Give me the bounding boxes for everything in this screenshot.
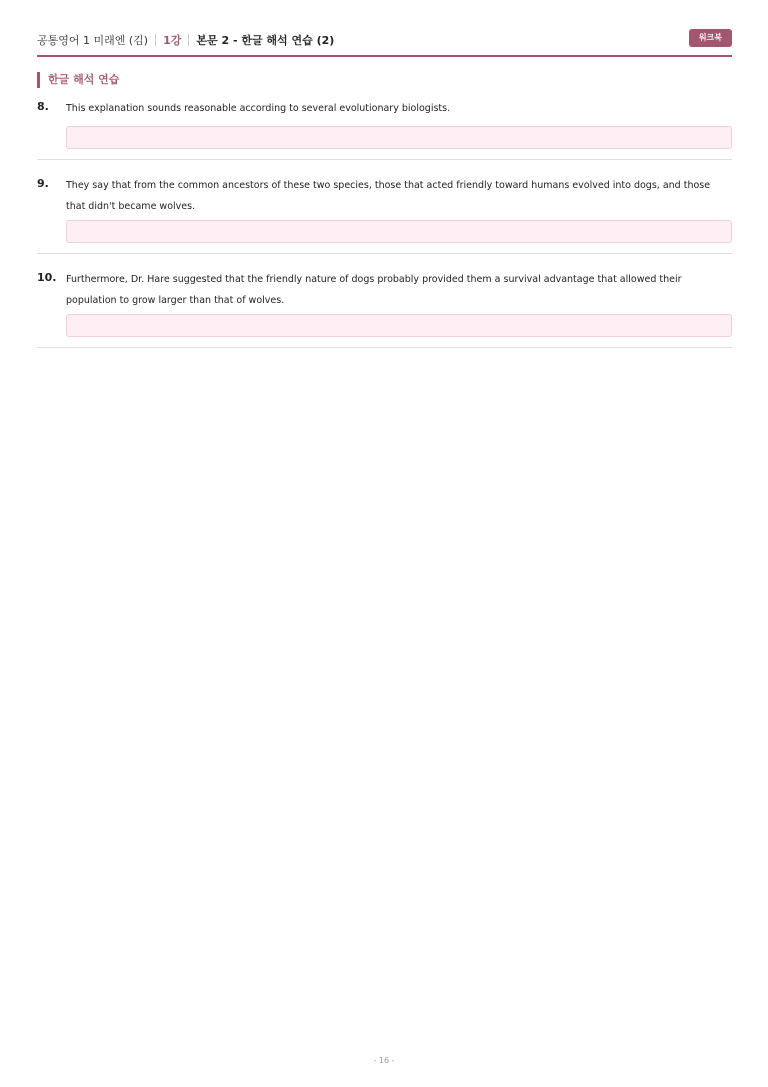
exercise-number: 8. [37,100,49,113]
header-lesson: 1강 [163,34,182,47]
page-number: - 16 - [373,1056,395,1065]
header-book-title: 공통영어 1 미래엔 (김) [37,34,149,47]
header-divider [155,34,156,46]
exercise-item-9 [37,175,732,254]
exercise-number: 10. [37,271,57,284]
exercise-sentence: Furthermore, Dr. Hare suggested that the friendly nature of dogs probably provided them a survival advantage that allowed their population to grow larger than that of wolves. [66,274,682,306]
workbook-badge: 워크북 [689,29,732,47]
section-title: 한글 해석 연습 [37,72,119,88]
answer-field[interactable] [66,126,732,149]
answer-field[interactable] [66,314,732,337]
exercise-sentence: They say that from the common ancestors of these two species, those that acted friendly toward humans evolved into dogs, and those that didn't became wolves. [66,180,711,212]
header-breadcrumb [37,32,334,48]
answer-field[interactable] [66,220,732,243]
header-page-title: 본문 2 - 한글 해석 연습 (2) [196,34,335,47]
exercise-item-8 [37,98,732,160]
exercise-sentence: This explanation sounds reasonable according to several evolutionary biologists. [66,103,451,114]
header-divider [188,34,189,46]
page-header [37,28,732,57]
exercise-item-10 [37,269,732,348]
exercise-number: 9. [37,177,49,190]
